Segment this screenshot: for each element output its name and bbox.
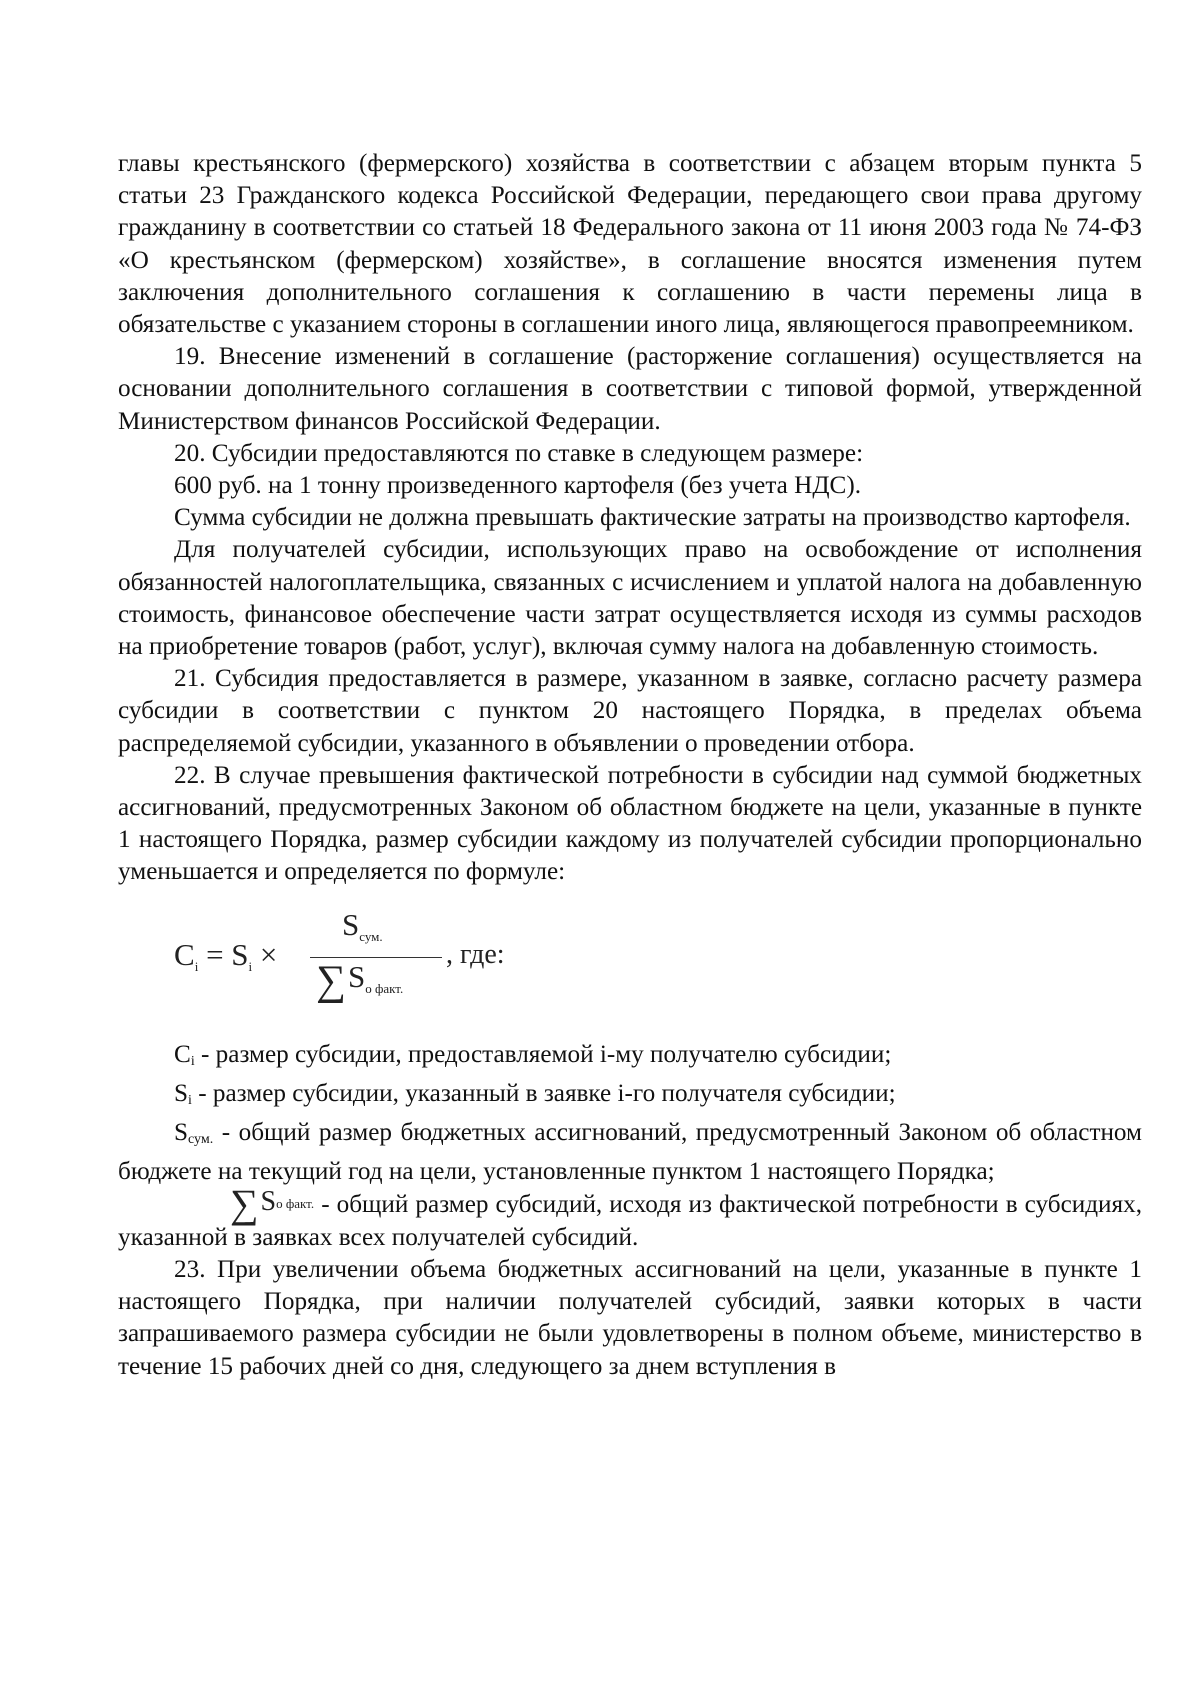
definition-ssum-symbol: S <box>174 1119 189 1147</box>
formula-den-s: S <box>347 958 366 994</box>
definition-ssum-text: - общий размер бюджетных ассигнований, предусмотренный Законом об областном бюджете на текущий год на цели, установленные пунктом 1 настоящего Порядка; <box>118 1119 1142 1186</box>
paragraph-20-rate: 600 руб. на 1 тонну произведенного картофеля (без учета НДС). <box>174 472 862 500</box>
paragraph-20-limit: Сумма субсидии не должна превышать фактические затраты на производство картофеля. <box>174 504 1131 532</box>
definition-si-text: - размер субсидии, указанный в заявке i-го получателя субсидии; <box>191 1079 896 1107</box>
definition-sum-text: - общий размер субсидий, исходя из фактической потребности в субсидиях, указанной в заявках всех получателей субсидий. <box>118 1191 1142 1251</box>
sigma-symbol: ∑ <box>230 1181 259 1227</box>
definition-ssum-sub: сум. <box>188 1132 214 1148</box>
sigma-symbol: ∑ <box>316 957 346 1004</box>
formula-times: × <box>252 936 278 972</box>
definition-sum-sub: о факт. <box>276 1196 315 1212</box>
formula-lhs <box>174 936 278 983</box>
formula-c: C <box>174 936 195 972</box>
formula-num-sub: сум. <box>359 928 383 944</box>
definition-sum-fact <box>118 1181 1142 1253</box>
definition-ci-symbol: C <box>174 1040 191 1068</box>
formula-denominator <box>316 957 404 1005</box>
definition-si <box>118 1078 1142 1117</box>
definition-sum-symbol <box>174 1181 315 1227</box>
formula-fraction <box>310 906 442 1015</box>
paragraph-21: 21. Субсидия предоставляется в размере, указанном в заявке, согласно расчету размера субсидии в соответствии с пунктом 20 настоящего Порядка, в пределах объема распределяемой субсидии, указанного в объявлении о проведении отбора. <box>118 665 1142 757</box>
formula-c-sub: i <box>194 958 199 974</box>
definition-ci <box>118 1039 1142 1078</box>
formula-numerator <box>342 906 383 953</box>
formula-num-s: S <box>342 906 360 942</box>
paragraph-20: 20. Субсидии предоставляются по ставке в следующем размере: <box>174 439 864 467</box>
paragraph-continuation: главы крестьянского (фермерского) хозяйства в соответствии с абзацем вторым пункта 5 статьи 23 Гражданского кодекса Российской Федерации, передающего свои права другому гражданину в соответствии со статьей 18 Федерального закона от 11 июня 2003 года № 74-ФЗ «О крестьянском (фермерском) хозяйстве», в соглашение вносятся изменения путем заключения дополнительного соглашения к соглашению в части перемены лица в обязательстве с указанием стороны в соглашении иного лица, являющегося правопреемником. <box>118 150 1142 339</box>
definition-sum-s: S <box>260 1186 277 1218</box>
definition-si-sub: i <box>188 1092 192 1108</box>
definition-ssum <box>118 1117 1142 1188</box>
formula-block <box>118 889 1142 1039</box>
formula-where: , где: <box>446 938 505 970</box>
document-page <box>118 148 1142 1383</box>
formula-eq: = <box>198 936 232 972</box>
paragraph-22: 22. В случае превышения фактической потребности в субсидии над суммой бюджетных ассигнований, предусмотренных Законом об областном бюджете на цели, указанные в пункте 1 настоящего Порядка, размер субсидии каждому из получателей субсидии пропорционально уменьшается и определяется по формуле: <box>118 761 1142 886</box>
formula-s-sub: i <box>248 958 253 974</box>
definition-si-symbol: S <box>174 1079 189 1107</box>
formula-s: S <box>231 936 249 972</box>
paragraph-19: 19. Внесение изменений в соглашение (расторжение соглашения) осуществляется на основании дополнительного соглашения в соответствии с типовой формой, утвержденной Министерством финансов Российской Федерации. <box>118 343 1142 435</box>
definition-ci-text: - размер субсидии, предоставляемой i-му получателю субсидии; <box>194 1040 892 1068</box>
paragraph-20-vat: Для получателей субсидии, использующих право на освобождение от исполнения обязанностей налогоплательщика, связанных с исчислением и уплатой налога на добавленную стоимость, финансовое обеспечение части затрат осуществляется исходя из суммы расходов на приобретение товаров (работ, услуг), включая сумму налога на добавленную стоимость. <box>118 536 1142 661</box>
formula-den-sub: о факт. <box>365 980 404 996</box>
paragraph-23: 23. При увеличении объема бюджетных ассигнований на цели, указанные в пункте 1 настоящего Порядка, при наличии получателей субсидий, заявки которых в части запрашиваемого размера субсидии не были удовлетворены в полном объеме, министерство в течение 15 рабочих дней со дня, следующего за днем вступления в <box>118 1255 1142 1380</box>
definition-ci-sub: i <box>190 1053 195 1069</box>
